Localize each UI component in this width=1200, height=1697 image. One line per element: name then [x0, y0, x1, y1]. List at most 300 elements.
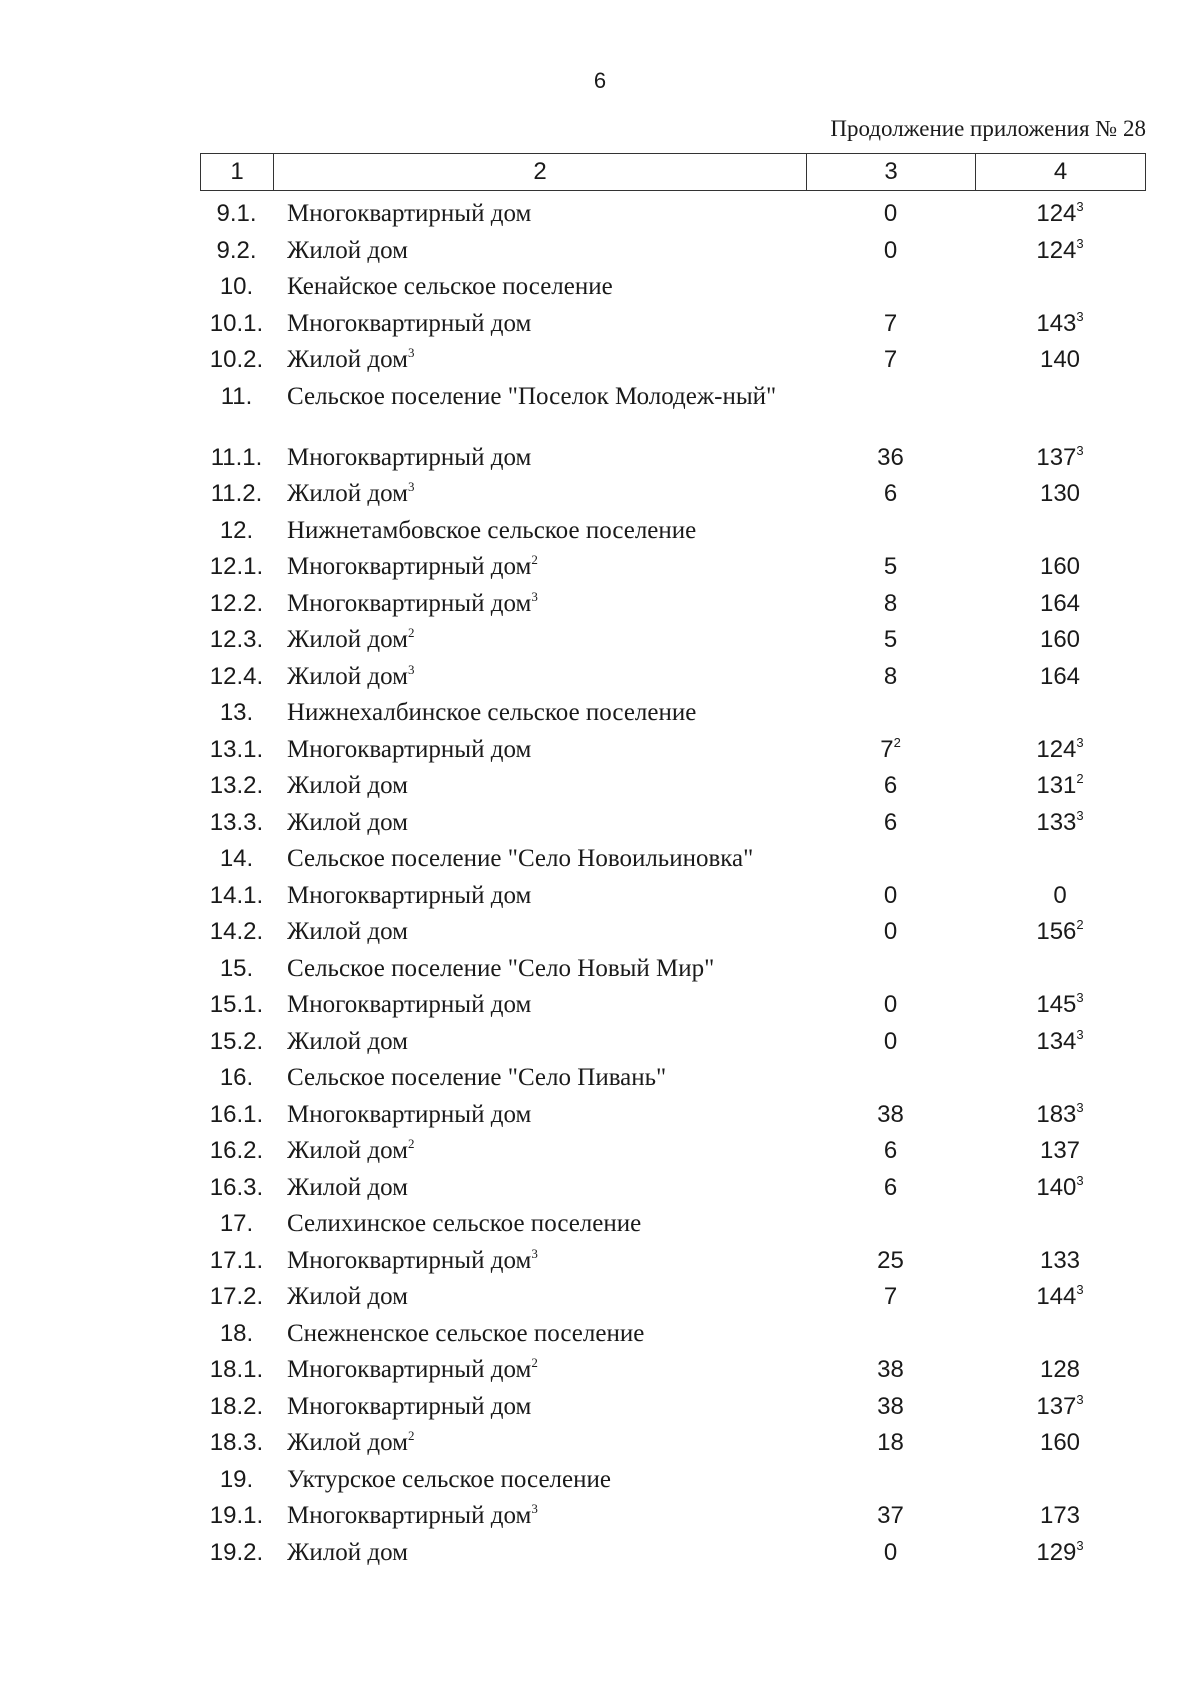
row-name — [273, 440, 806, 476]
row-name-text: Нижнехалбинское сельское поселение — [287, 699, 697, 726]
row-name-text: Сельское поселение "Село Новый Мир" — [287, 954, 715, 982]
table-body — [200, 196, 1145, 1571]
row-name-text: Жилой дом — [287, 918, 408, 945]
row-name-text: Жилой дом — [287, 808, 408, 836]
table-row — [200, 1024, 1145, 1061]
row-name — [273, 914, 806, 950]
table-row — [200, 1535, 1145, 1572]
row-name-text: Многоквартирный дом — [287, 309, 532, 337]
header-col-3: 3 — [807, 154, 976, 191]
row-col-4 — [975, 1133, 1145, 1169]
header-col-1: 1 — [201, 154, 274, 191]
row-number — [200, 732, 273, 768]
row-name-text: Сельское поселение "Поселок Молодеж-ный" — [287, 382, 777, 410]
table-row — [200, 622, 1145, 659]
row-col-4 — [975, 586, 1145, 622]
row-name-text: Многоквартирный дом — [287, 735, 532, 763]
row-col-4 — [975, 805, 1145, 841]
row-name — [273, 659, 806, 695]
row-number — [200, 1352, 273, 1388]
row-name-text: Снежненское сельское поселение — [287, 1319, 645, 1347]
row-name — [273, 513, 806, 549]
table-row — [200, 269, 1145, 306]
row-number — [200, 951, 273, 987]
table-row — [200, 695, 1145, 732]
row-col-3 — [806, 1352, 975, 1388]
row-col-4-text: 124 — [1036, 200, 1077, 227]
row-number-text: 17. — [219, 1210, 254, 1237]
row-number — [200, 1206, 273, 1242]
row-col-3 — [806, 1425, 975, 1461]
table-row — [200, 476, 1145, 513]
row-col-3 — [806, 549, 975, 585]
row-col-3-text: 6 — [883, 808, 898, 836]
row-number-text: 18. — [219, 1319, 254, 1347]
table-header — [200, 153, 1146, 191]
row-col-4-footnote: 3 — [1076, 1282, 1084, 1297]
row-number — [200, 1060, 273, 1096]
header-col-2: 2 — [274, 154, 807, 191]
row-name-footnote: 2 — [531, 1355, 538, 1370]
row-name — [273, 805, 806, 841]
row-number-text: 14.1. — [209, 881, 264, 909]
row-col-4-text: 134 — [1036, 1027, 1077, 1055]
row-number-text: 9.2. — [216, 236, 257, 264]
table-row — [200, 440, 1145, 477]
row-number — [200, 987, 273, 1023]
row-name — [273, 1535, 806, 1571]
row-name-text: Многоквартирный дом — [287, 200, 532, 227]
row-col-4-footnote: 3 — [1076, 1537, 1084, 1553]
row-col-3-text: 0 — [883, 991, 898, 1018]
row-name-text: Многоквартирный дом — [287, 553, 532, 580]
row-name-text: Многоквартирный дом — [287, 991, 532, 1018]
table-row — [200, 1425, 1145, 1462]
row-number — [200, 1279, 273, 1315]
row-number-text: 12.3. — [209, 626, 264, 653]
row-col-3 — [806, 914, 975, 950]
row-col-3-footnote: 2 — [893, 734, 901, 750]
row-number — [200, 306, 273, 342]
row-name — [273, 1316, 806, 1352]
row-number-text: 18.1. — [209, 1356, 264, 1383]
row-col-3 — [806, 306, 975, 342]
row-col-4-text: 160 — [1039, 626, 1081, 653]
row-number — [200, 476, 273, 512]
row-col-4-text: 143 — [1036, 309, 1077, 337]
row-col-4-text: 131 — [1036, 772, 1077, 799]
table-row — [200, 586, 1145, 623]
row-name — [273, 586, 806, 622]
row-number-text: 11.1. — [210, 443, 263, 471]
row-col-3-text: 7 — [880, 735, 894, 763]
row-name-footnote: 3 — [531, 1245, 538, 1261]
row-col-4-text: 133 — [1036, 808, 1077, 836]
table-row — [200, 1060, 1145, 1097]
row-col-4 — [975, 1279, 1145, 1315]
table-row — [200, 306, 1145, 343]
row-name-footnote: 3 — [531, 588, 538, 604]
row-number-text: 13.3. — [209, 808, 264, 836]
row-number — [200, 1316, 273, 1352]
row-number-text: 14.2. — [209, 918, 264, 945]
row-col-4 — [975, 1170, 1145, 1206]
row-col-3-text: 8 — [883, 662, 898, 690]
row-number-text: 19.2. — [209, 1538, 264, 1566]
table-row — [200, 196, 1145, 233]
row-col-4-footnote: 3 — [1076, 308, 1084, 324]
row-number — [200, 1535, 273, 1571]
row-number — [200, 269, 273, 305]
row-col-4-text: 137 — [1036, 1392, 1077, 1420]
row-col-3-text: 38 — [877, 1356, 904, 1383]
row-name — [273, 549, 806, 585]
row-name-text: Многоквартирный дом — [287, 1356, 532, 1383]
row-col-3 — [806, 732, 975, 768]
row-number-text: 15. — [219, 954, 254, 982]
row-number-text: 10. — [219, 273, 254, 300]
table-row — [200, 732, 1145, 769]
row-number — [200, 1133, 273, 1169]
row-col-4-text: 140 — [1039, 346, 1081, 373]
row-name-text: Многоквартирный дом — [287, 881, 532, 909]
row-col-3 — [806, 987, 975, 1023]
row-name — [273, 342, 806, 378]
table-row — [200, 1352, 1145, 1389]
row-number-text: 16. — [219, 1064, 254, 1091]
row-col-3-text: 8 — [883, 589, 898, 617]
row-col-4-footnote: 3 — [1076, 1172, 1084, 1188]
row-name — [273, 306, 806, 342]
row-number — [200, 1462, 273, 1498]
row-number — [200, 549, 273, 585]
row-number — [200, 805, 273, 841]
row-col-4-text: 130 — [1039, 480, 1081, 507]
row-name-footnote: 3 — [531, 1501, 538, 1516]
row-number-text: 18.3. — [209, 1429, 264, 1456]
row-col-3 — [806, 768, 975, 804]
table-row — [200, 1170, 1145, 1207]
row-col-4-footnote: 3 — [1076, 734, 1084, 750]
row-col-3-text: 6 — [883, 480, 898, 507]
row-name-text: Жилой дом — [287, 1538, 408, 1566]
row-name-text: Многоквартирный дом — [287, 1100, 532, 1128]
row-col-4 — [975, 1535, 1145, 1571]
row-number — [200, 622, 273, 658]
table-row — [200, 1389, 1145, 1426]
row-col-4-footnote: 3 — [1076, 1099, 1084, 1115]
row-number-text: 13.2. — [209, 772, 264, 799]
row-col-3-text: 0 — [883, 1027, 898, 1055]
row-col-3-text: 0 — [883, 200, 898, 227]
row-col-4-footnote: 3 — [1076, 990, 1084, 1005]
row-col-4-text: 173 — [1039, 1502, 1081, 1529]
row-number-text: 19. — [219, 1465, 254, 1493]
row-number-text: 17.2. — [209, 1283, 264, 1310]
row-col-4 — [975, 987, 1145, 1023]
table-row — [200, 1316, 1145, 1353]
table-row — [200, 878, 1145, 915]
row-col-3-text: 36 — [877, 443, 904, 471]
row-col-4 — [975, 659, 1145, 695]
row-col-3-text: 0 — [883, 881, 898, 909]
row-col-3 — [806, 1535, 975, 1571]
row-name-footnote: 2 — [407, 625, 415, 640]
row-name — [273, 987, 806, 1023]
row-number — [200, 914, 273, 950]
row-col-3-text: 7 — [883, 1283, 898, 1310]
row-name — [273, 1279, 806, 1315]
row-name-footnote: 2 — [531, 552, 538, 567]
row-col-3 — [806, 342, 975, 378]
row-col-3 — [806, 233, 975, 269]
row-col-3-text: 38 — [877, 1100, 904, 1128]
table-row — [200, 379, 1145, 440]
row-col-3-text: 6 — [883, 1137, 898, 1164]
table-row — [200, 1097, 1145, 1134]
row-name — [273, 1389, 806, 1425]
row-number — [200, 1498, 273, 1534]
row-name — [273, 476, 806, 512]
row-col-4-text: 137 — [1039, 1137, 1081, 1164]
row-col-4-footnote: 2 — [1076, 917, 1084, 932]
row-name-footnote: 3 — [407, 661, 415, 677]
row-col-4-footnote: 3 — [1076, 199, 1084, 214]
row-col-4-footnote: 3 — [1076, 1026, 1084, 1042]
row-number-text: 13. — [219, 699, 254, 726]
row-col-3 — [806, 1498, 975, 1534]
row-number-text: 16.2. — [209, 1137, 264, 1164]
row-number-text: 12.4. — [209, 662, 264, 690]
row-col-3-text: 7 — [883, 309, 898, 337]
row-name-text: Жилой дом — [287, 1137, 408, 1164]
row-col-4 — [975, 768, 1145, 804]
row-col-4 — [975, 732, 1145, 768]
row-name-text: Жилой дом — [287, 1027, 408, 1055]
row-name-text: Жилой дом — [287, 772, 408, 799]
row-number — [200, 659, 273, 695]
row-col-3 — [806, 622, 975, 658]
row-col-4-text: 124 — [1036, 236, 1077, 264]
table-row — [200, 987, 1145, 1024]
row-name — [273, 233, 806, 269]
row-col-4-text: 129 — [1036, 1538, 1077, 1566]
row-number — [200, 1097, 273, 1133]
row-col-3 — [806, 476, 975, 512]
row-name-text: Многоквартирный дом — [287, 443, 532, 471]
row-number-text: 16.1. — [209, 1100, 264, 1128]
row-number — [200, 342, 273, 378]
row-col-3-text: 37 — [877, 1502, 904, 1529]
row-name-text: Жилой дом — [287, 1429, 408, 1456]
row-number — [200, 379, 273, 415]
row-number — [200, 841, 273, 877]
row-col-3 — [806, 805, 975, 841]
row-col-4 — [975, 233, 1145, 269]
row-col-3 — [806, 1389, 975, 1425]
row-number-text: 12.2. — [209, 589, 264, 617]
row-name — [273, 951, 806, 987]
row-col-4-text: 0 — [1053, 881, 1067, 909]
table-row — [200, 659, 1145, 696]
row-name-text: Уктурское сельское поселение — [287, 1465, 611, 1493]
table-row — [200, 1133, 1145, 1170]
row-number — [200, 1425, 273, 1461]
row-col-4 — [975, 342, 1145, 378]
row-name — [273, 878, 806, 914]
table-row — [200, 914, 1145, 951]
row-col-3 — [806, 196, 975, 232]
row-name-text: Сельское поселение "Село Новоильиновка" — [287, 845, 754, 872]
row-col-3-text: 5 — [883, 626, 898, 653]
row-number — [200, 513, 273, 549]
row-number-text: 12.1. — [209, 553, 264, 580]
row-name — [273, 768, 806, 804]
row-col-4 — [975, 1024, 1145, 1060]
row-name — [273, 1170, 806, 1206]
row-col-4 — [975, 622, 1145, 658]
row-col-3-text: 7 — [883, 346, 898, 373]
row-name — [273, 1060, 806, 1096]
row-col-4 — [975, 1352, 1145, 1388]
table-row — [200, 342, 1145, 379]
row-col-4 — [975, 476, 1145, 512]
row-col-4-text: 137 — [1036, 443, 1077, 471]
row-name-text: Многоквартирный дом — [287, 1246, 532, 1274]
table-row — [200, 768, 1145, 805]
row-name-text: Жилой дом — [287, 626, 408, 653]
header-row — [201, 154, 1146, 191]
row-col-4 — [975, 1425, 1145, 1461]
table-row — [200, 1498, 1145, 1535]
row-number-text: 10.1. — [209, 309, 264, 337]
row-col-4 — [975, 1389, 1145, 1425]
row-name — [273, 622, 806, 658]
table-row — [200, 951, 1145, 988]
row-col-4 — [975, 1498, 1145, 1534]
row-name-text: Нижнетамбовское сельское поселение — [287, 516, 697, 544]
table-row — [200, 233, 1145, 270]
appendix-caption: Продолжение приложения № 28 — [830, 116, 1146, 141]
row-number-text: 10.2. — [209, 346, 264, 373]
row-number — [200, 695, 273, 731]
row-col-3-text: 0 — [883, 1538, 898, 1566]
row-name — [273, 695, 806, 731]
row-name — [273, 1498, 806, 1534]
row-col-4-text: 145 — [1036, 991, 1077, 1018]
row-name — [273, 1462, 806, 1498]
row-col-4-text: 164 — [1039, 589, 1081, 617]
row-col-3-text: 0 — [883, 236, 898, 264]
row-name — [273, 1133, 806, 1169]
row-col-3 — [806, 878, 975, 914]
table-row — [200, 841, 1145, 878]
table-row — [200, 513, 1145, 550]
row-name — [273, 1024, 806, 1060]
row-name-footnote: 3 — [407, 345, 415, 360]
row-col-3 — [806, 1243, 975, 1279]
row-col-4-text: 160 — [1039, 553, 1081, 580]
row-number-text: 11.2. — [210, 480, 263, 507]
table-row — [200, 1206, 1145, 1243]
row-col-3 — [806, 1097, 975, 1133]
row-number-text: 12. — [219, 516, 254, 544]
row-col-4-footnote: 3 — [1076, 807, 1084, 823]
row-number-text: 14. — [219, 845, 254, 872]
row-col-3 — [806, 440, 975, 476]
row-name-text: Жилой дом — [287, 662, 408, 690]
row-number — [200, 1170, 273, 1206]
row-number-text: 15.2. — [209, 1027, 264, 1055]
row-number — [200, 440, 273, 476]
row-col-4-text: 160 — [1039, 1429, 1081, 1456]
row-col-4 — [975, 196, 1145, 232]
row-name — [273, 1243, 806, 1279]
row-col-3 — [806, 1170, 975, 1206]
row-col-3-text: 0 — [883, 918, 898, 945]
row-name-text: Жилой дом — [287, 236, 408, 264]
row-number-text: 16.3. — [209, 1173, 264, 1201]
row-name-text: Жилой дом — [287, 1173, 408, 1201]
row-number — [200, 1024, 273, 1060]
row-col-4-footnote: 3 — [1076, 235, 1084, 251]
row-name — [273, 1425, 806, 1461]
row-number — [200, 196, 273, 232]
row-name-text: Сельское поселение "Село Пивань" — [287, 1064, 667, 1091]
row-col-4-footnote: 3 — [1076, 1391, 1084, 1407]
row-number — [200, 586, 273, 622]
row-col-4 — [975, 878, 1145, 914]
row-number — [200, 878, 273, 914]
row-col-4 — [975, 1243, 1145, 1279]
row-name — [273, 1206, 806, 1242]
row-name-text: Кенайское сельское поселение — [287, 273, 613, 300]
row-col-4-text: 128 — [1039, 1356, 1081, 1383]
row-col-4-text: 133 — [1039, 1246, 1081, 1274]
table-row — [200, 549, 1145, 586]
row-col-4-text: 156 — [1036, 918, 1077, 945]
table-row — [200, 1279, 1145, 1316]
row-col-3 — [806, 1024, 975, 1060]
row-name — [273, 1097, 806, 1133]
row-col-4 — [975, 1097, 1145, 1133]
row-col-3-text: 38 — [877, 1392, 904, 1420]
table-row — [200, 1243, 1145, 1280]
table-row — [200, 1462, 1145, 1499]
row-col-3-text: 25 — [877, 1246, 904, 1274]
row-col-4 — [975, 440, 1145, 476]
row-name-footnote: 2 — [407, 1136, 415, 1151]
row-col-3 — [806, 586, 975, 622]
row-col-4 — [975, 914, 1145, 950]
row-number-text: 9.1. — [216, 200, 257, 227]
row-col-4-footnote: 2 — [1076, 771, 1084, 786]
row-col-4-text: 124 — [1036, 735, 1077, 763]
row-number-text: 17.1. — [209, 1246, 264, 1274]
row-number — [200, 1243, 273, 1279]
row-name — [273, 269, 806, 305]
row-col-4-text: 164 — [1039, 662, 1081, 690]
row-name-text: Многоквартирный дом — [287, 1502, 532, 1529]
row-col-3 — [806, 1279, 975, 1315]
row-col-3-text: 6 — [883, 1173, 898, 1201]
row-number-text: 15.1. — [209, 991, 264, 1018]
row-number-text: 13.1. — [209, 735, 264, 763]
row-name-text: Жилой дом — [287, 346, 408, 373]
row-number-text: 11. — [220, 382, 253, 410]
row-name-text: Жилой дом — [287, 1283, 408, 1310]
row-name-footnote: 3 — [407, 479, 415, 494]
